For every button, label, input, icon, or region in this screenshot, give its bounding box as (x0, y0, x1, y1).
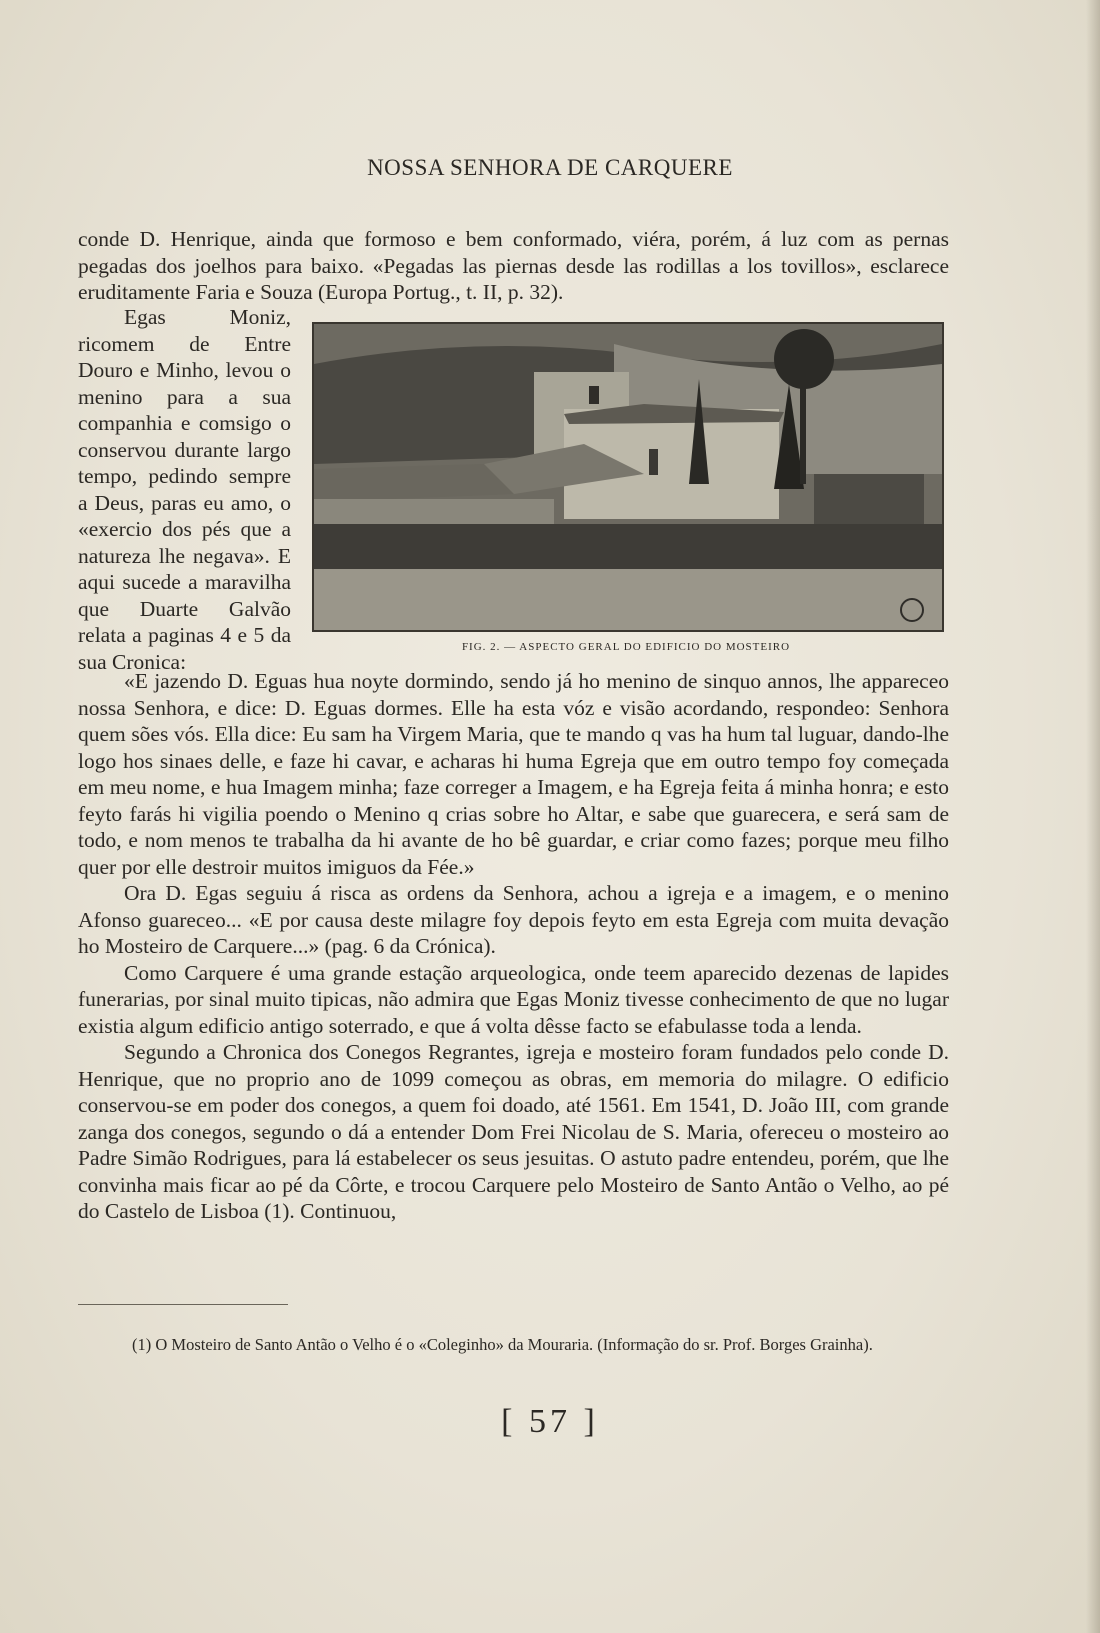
monastery-photo (312, 322, 944, 632)
paragraph-intro (78, 226, 949, 306)
figure-caption: FIG. 2. — ASPECTO GERAL DO EDIFICIO DO MOSTEIRO (461, 641, 791, 653)
paragraph-ora: Ora D. Egas seguiu á risca as ordens da Senhora, achou a igreja e a imagem, e o menino Afonso guareceo... «E por causa deste milagre foy depois feyto em esta Egreja com muita devação ho Mosteiro de Carquere...» (pag. 6 da Crónica). (78, 881, 949, 958)
footnote-rule (78, 1304, 288, 1305)
paragraph-egas-moniz-text: Egas Moniz, ricomem de Entre Douro e Minho, levou o menino para a sua companhia e comsigo o conservou durante largo tempo, pedindo sempre a Deus, paras eu amo, o «exercio dos pés que a natureza lhe negava». E aqui sucede a maravilha que Duarte Galvão relata a paginas 4 e 5 da sua Cronica: (78, 305, 291, 674)
page-number: [ 57 ] (501, 1403, 599, 1440)
running-head: NOSSA SENHORA DE CARQUERE (367, 155, 733, 180)
footnote: (1) O Mosteiro de Santo Antão o Velho é o «Coleginho» da Mouraria. (Informação do sr. Prof. Borges Grainha). (132, 1335, 873, 1354)
monastery-photo-illustration (314, 324, 942, 630)
paragraph-intro-text: conde D. Henrique, ainda que formoso e bem conformado, viéra, porém, á luz com as pernas pegadas dos joelhos para baixo. «Pegadas las piernas desde las rodillas a los tovillos», esclarece eruditamente Faria e Souza (Europa Portug., t. II, p. 32). (78, 227, 949, 304)
paragraph-segundo: Segundo a Chronica dos Conegos Regrantes, igreja e mosteiro foram fundados pelo conde D. Henrique, que no proprio ano de 1099 começou as obras, em memoria do milagre. O edificio conservou-se em poder dos conegos, a quem foi doado, até 1561. Em 1541, D. João III, com grande zanga dos conegos, segundo o dá a entender Dom Frei Nicolau de S. Maria, ofereceu o mosteiro ao Padre Simão Rodrigues, para lá estabelecer os seus jesuitas. O astuto padre entendeu, porém, que lhe convinha mais ficar ao pé da Côrte, e trocou Carquere pelo Mosteiro de Santo Antão o Velho, ao pé do Castelo de Lisboa (1). Continuou, (78, 1040, 949, 1223)
main-text (78, 668, 949, 1225)
paragraph-como: Como Carquere é uma grande estação arqueologica, onde teem aparecido dezenas de lapides funerarias, por sinal muito tipicas, não admira que Egas Moniz tivesse conhecimento de que no lugar existia algum edificio antigo soterrado, e que á volta dêsse facto se efabulasse toda a lenda. (78, 960, 949, 1038)
paragraph-quote: «E jazendo D. Eguas hua noyte dormindo, sendo já ho menino de sinquo annos, lhe appareceo nossa Senhora, e dice: D. Eguas dormes. Elle ha esta vóz e visão acordando, respondeo: Senhora quem sões vós. Ella dice: Eu sam ha Virgem Maria, que te mando q vas ha hum tal luguar, dando-lhe logo hos sinaes delle, e faze hi cavar, e acharas hi huma Egreja que em outro tempo foy começada em meu nome, e hua Imagem minha; faze correger a Imagem, e ha Egreja feita á minha honra; e esto feyto farás hi vigilia poendo o Menino q crias sobre ho Altar, e sabe que guarecera, e será sam de todo, e nom menos te trabalha da hi avante de ho bê guardar, e criar como fazes; porque meu filho quer por elle destroir muitos imiguos da Fée.» (78, 669, 949, 879)
paragraph-egas-moniz (78, 304, 291, 675)
